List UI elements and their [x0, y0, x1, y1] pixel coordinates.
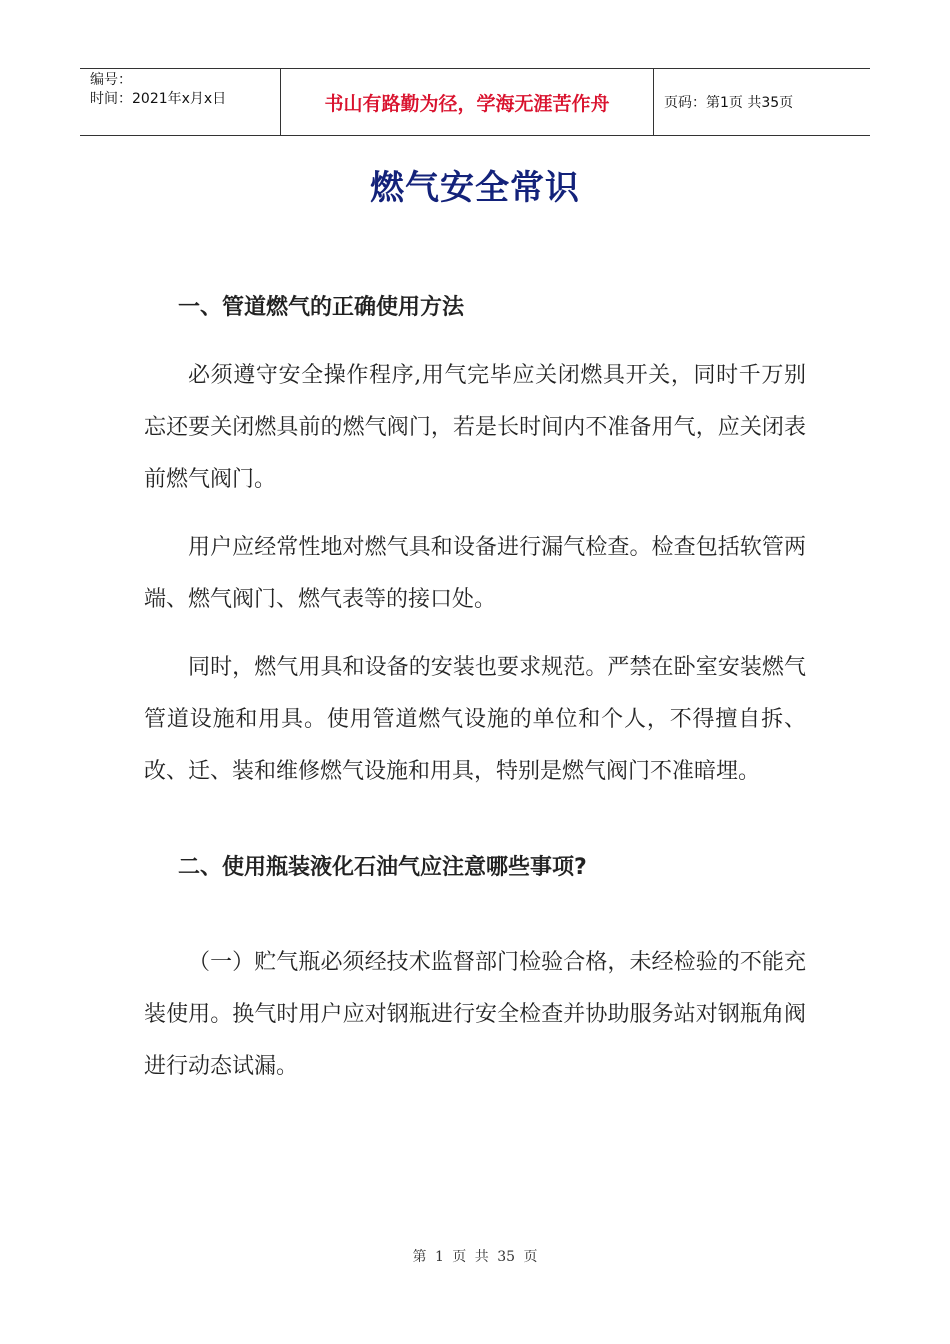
header-page-info: 页码：第1页 共35页 — [664, 95, 794, 111]
paragraph-3: 同时，燃气用具和设备的安装也要求规范。严禁在卧室安装燃气管道设施和用具。使用管道燃气设施的单位和个人，不得擅自拆、改、迁、装和维修燃气设施和用具，特别是燃气阀门不准暗埋。 — [144, 655, 806, 784]
paragraph-2: 用户应经常性地对燃气具和设备进行漏气检查。检查包括软管两端、燃气阀门、燃气表等的接口处。 — [144, 535, 806, 612]
section-heading-1: 一、管道燃气的正确使用方法 — [178, 295, 465, 320]
number-label: 编号： — [90, 72, 132, 88]
header-motto: 书山有路勤为径，学海无涯苦作舟 — [281, 69, 654, 135]
paragraph-1: 必须遵守安全操作程序,用气完毕应关闭燃具开关，同时千万别忘还要关闭燃具前的燃气阀门，若是长时间内不准备用气，应关闭表前燃气阀门。 — [144, 363, 806, 492]
section-heading-2: 二、使用瓶装液化石油气应注意哪些事项? — [178, 855, 587, 880]
header-meta — [80, 69, 281, 135]
page-footer: 第 1 页 共 35 页 — [412, 1249, 538, 1265]
paragraph-4: （一）贮气瓶必须经技术监督部门检验合格，未经检验的不能充装使用。换气时用户应对钢瓶进行安全检查并协助服务站对钢瓶角阀进行动态试漏。 — [144, 950, 806, 1079]
document-title: 燃气安全常识 — [370, 168, 580, 208]
date-label: 时间：2021年x月x日 — [90, 91, 227, 107]
header-table — [80, 68, 870, 136]
